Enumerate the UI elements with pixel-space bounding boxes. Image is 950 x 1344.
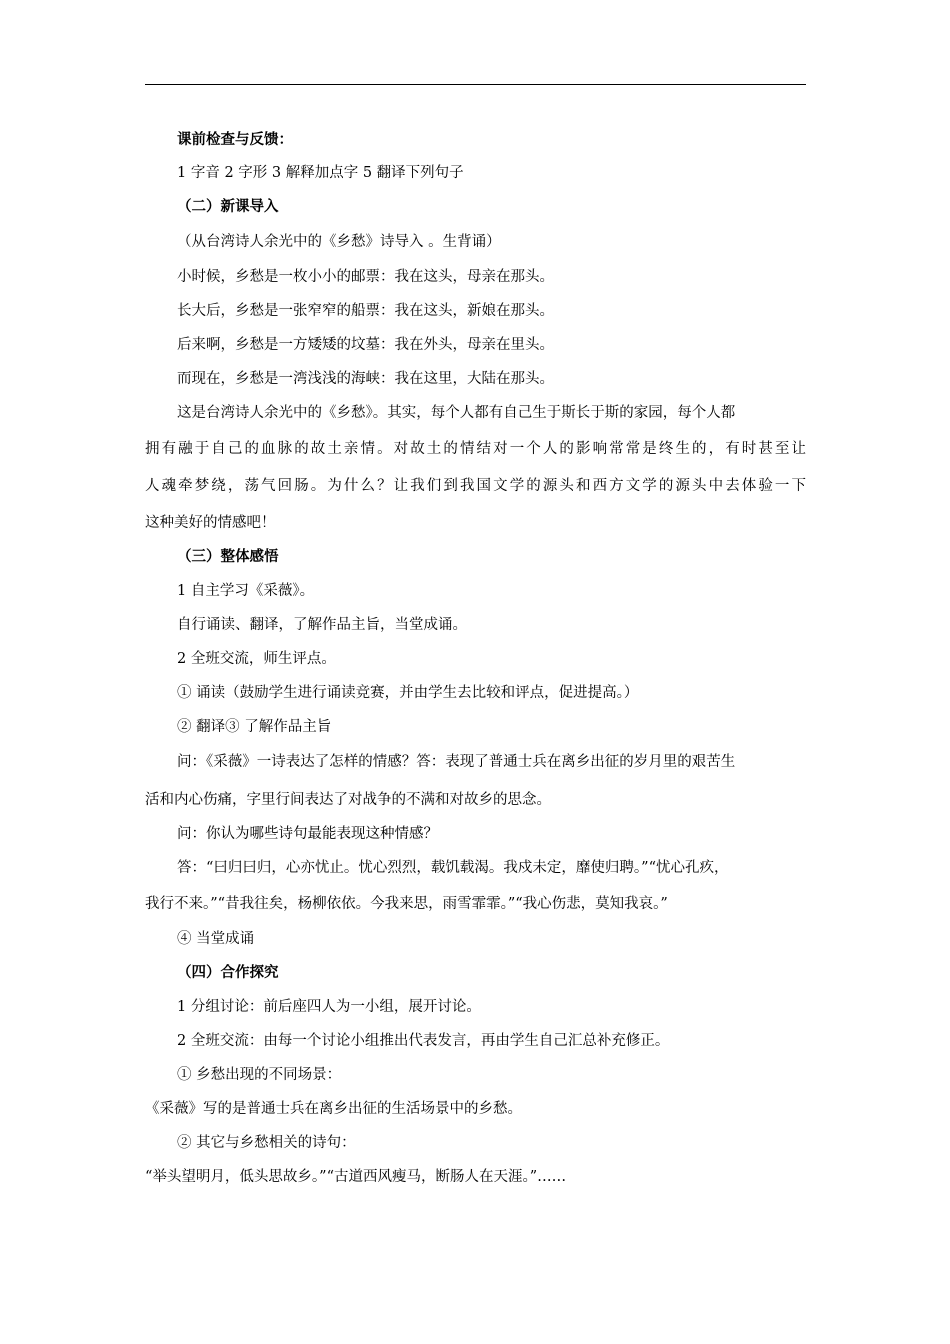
section-heading-cooperation: （四）合作探究 (177, 964, 279, 981)
header-rule (145, 84, 806, 85)
paragraph: ① 诵读（鼓励学生进行诵读竞赛，并由学生去比较和评点，促进提高。） (177, 685, 639, 701)
paragraph: 我行不来。”“昔我往矣，杨柳依依。今我来思，雨雪霏霏。”“我心伤悲，莫知我哀。” (145, 896, 668, 912)
paragraph: “举头望明月，低头思故乡。”“古道西风瘦马，断肠人在天涯。”…… (145, 1169, 567, 1185)
paragraph: 1 字音 2 字形 3 解释加点字 5 翻译下列句子 (177, 165, 464, 181)
poem-line: 长大后，乡愁是一张窄窄的船票：我在这头，新娘在那头。 (177, 303, 554, 319)
paragraph: ① 乡愁出现的不同场景： (177, 1067, 342, 1083)
section-heading-precheck: 课前检查与反馈： (177, 131, 293, 148)
paragraph: 1 自主学习《采薇》。 (177, 583, 315, 599)
paragraph: 人魂牵梦绕，荡气回肠。为什么？让我们到我国文学的源头和西方文学的源头中去体验一下 (145, 478, 806, 494)
section-heading-overall: （三）整体感悟 (177, 548, 279, 565)
paragraph: （从台湾诗人余光中的《乡愁》诗导入 。生背诵） (177, 234, 501, 250)
paragraph: 答：“曰归曰归，心亦忧止。忧心烈烈，载饥载渴。我戍未定，靡使归聘。”“忧心孔疚， (177, 860, 729, 876)
section-heading-new-lesson: （二）新课导入 (177, 198, 279, 215)
paragraph: 问：《采薇》一诗表达了怎样的情感？答：表现了普通士兵在离乡出征的岁月里的艰苦生 (177, 754, 736, 770)
paragraph: 拥有融于自己的血脉的故土亲情。对故土的情结对一个人的影响常常是终生的，有时甚至让 (145, 441, 806, 457)
paragraph: ② 其它与乡愁相关的诗句： (177, 1135, 356, 1151)
paragraph: 2 全班交流：由每一个讨论小组推出代表发言，再由学生自己汇总补充修正。 (177, 1033, 670, 1049)
paragraph: ② 翻译③ 了解作品主旨 (177, 719, 332, 735)
poem-line: 小时候，乡愁是一枚小小的邮票：我在这头，母亲在那头。 (177, 269, 554, 285)
poem-line: 而现在，乡愁是一湾浅浅的海峡：我在这里，大陆在那头。 (177, 371, 554, 387)
paragraph: 1 分组讨论：前后座四人为一小组，展开讨论。 (177, 999, 481, 1015)
paragraph: 这种美好的情感吧！ (145, 515, 276, 531)
paragraph: ④ 当堂成诵 (177, 931, 255, 947)
paragraph: 这是台湾诗人余光中的《乡愁》。其实，每个人都有自己生于斯长于斯的家园，每个人都 (177, 405, 736, 421)
paragraph: 问：你认为哪些诗句最能表现这种情感？ (177, 826, 438, 842)
paragraph: 自行诵读、翻译，了解作品主旨，当堂成诵。 (177, 617, 467, 633)
paragraph: 活和内心伤痛，字里行间表达了对战争的不满和对故乡的思念。 (145, 792, 551, 808)
paragraph: 《采薇》写的是普通士兵在离乡出征的生活场景中的乡愁。 (145, 1101, 522, 1117)
poem-line: 后来啊，乡愁是一方矮矮的坟墓：我在外头，母亲在里头。 (177, 337, 554, 353)
paragraph: 2 全班交流，师生评点。 (177, 651, 336, 667)
